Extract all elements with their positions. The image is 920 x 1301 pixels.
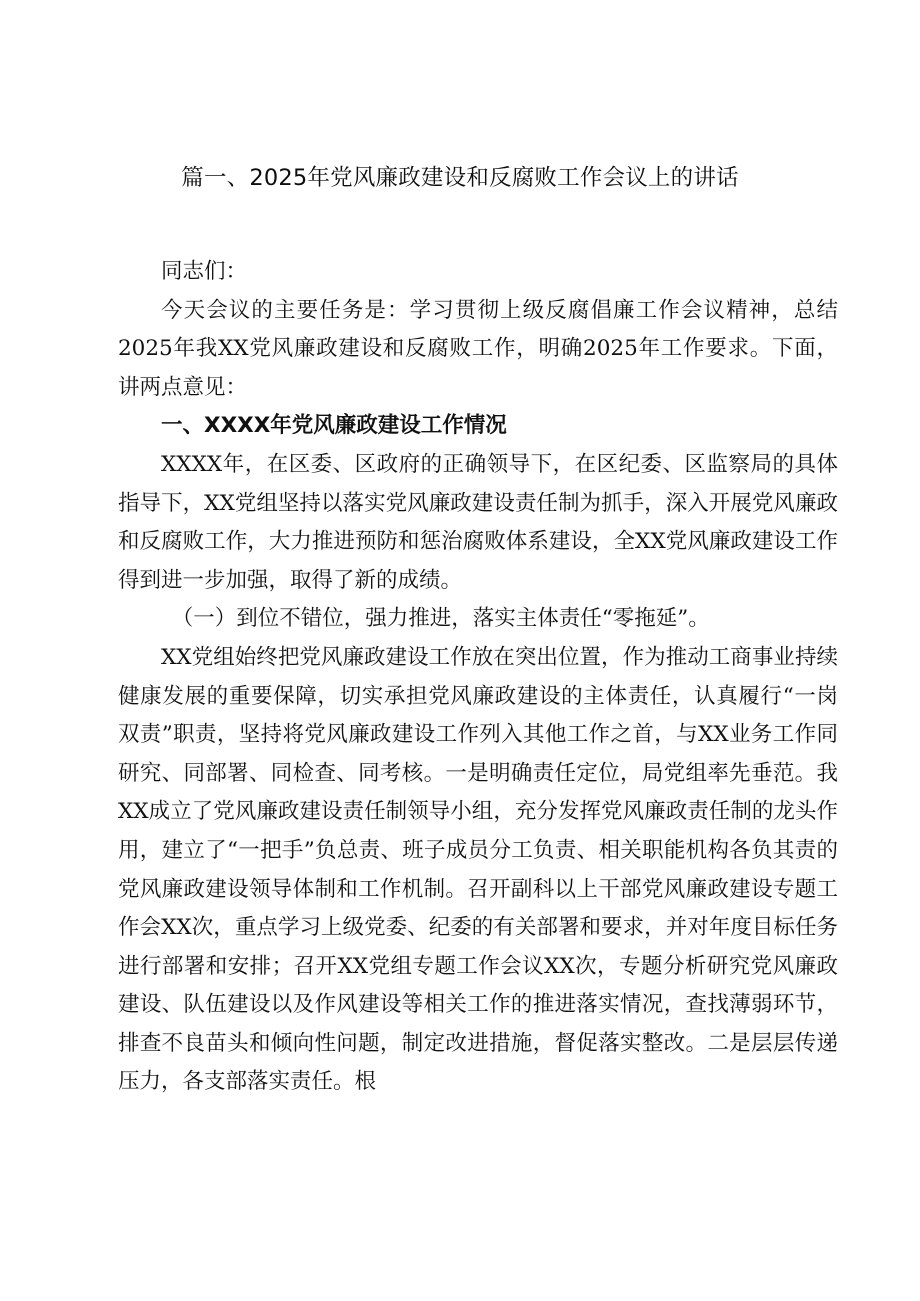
section-heading: 一、XXXX年党风廉政建设工作情况	[161, 413, 507, 439]
subsection-heading: （一）到位不错位，强力推进，落实主体责任“零拖延”。	[171, 606, 710, 632]
document-title: 篇一、2025年党风廉政建设和反腐败工作会议上的讲话	[181, 165, 739, 191]
intro-paragraph: 今天会议的主要任务是：学习贯彻上级反腐倡廉工作会议精神，总结2025年我XX党风廉政建设和反腐败工作，明确2025年工作要求。下面，讲两点意见：	[118, 297, 838, 400]
section-paragraph: XXXX年，在区委、区政府的正确领导下，在区纪委、区监察局的具体指导下，XX党组坚持以落实党风廉政建设责任制为抓手，深入开展党风廉政和反腐败工作，大力推进预防和惩治腐败体系建设，全XX党风廉政建设工作得到进一步加强，取得了新的成绩。	[118, 451, 838, 593]
salutation: 同志们：	[161, 259, 248, 284]
subsection-paragraph: XX党组始终把党风廉政建设工作放在突出位置，作为推动工商事业持续健康发展的重要保障，切实承担党风廉政建设的主体责任，认真履行“一岗双责”职责，坚持将党风廉政建设工作列入其他工作之首，与XX业务工作同研究、同部署、同检查、同考核。一是明确责任定位，局党组率先垂范。我XX成立了党风廉政建设责任制领导小组，充分发挥党风廉政责任制的龙头作用，建立了“一把手”负总责、班子成员分工负责、相关职能机构各负其责的党风廉政建设领导体制和工作机制。召开副科以上干部党风廉政建设专题工作会XX次，重点学习上级党委、纪委的有关部署和要求，并对年度目标任务进行部署和安排；召开XX党组专题工作会议XX次，专题分析研究党风廉政建设、队伍建设以及作风建设等相关工作的推进落实情况，查找薄弱环节，排查不良苗头和倾向性问题，制定改进措施，督促落实整改。二是层层传递压力，各支部落实责任。根	[118, 644, 838, 1095]
document-body	[118, 253, 838, 1102]
